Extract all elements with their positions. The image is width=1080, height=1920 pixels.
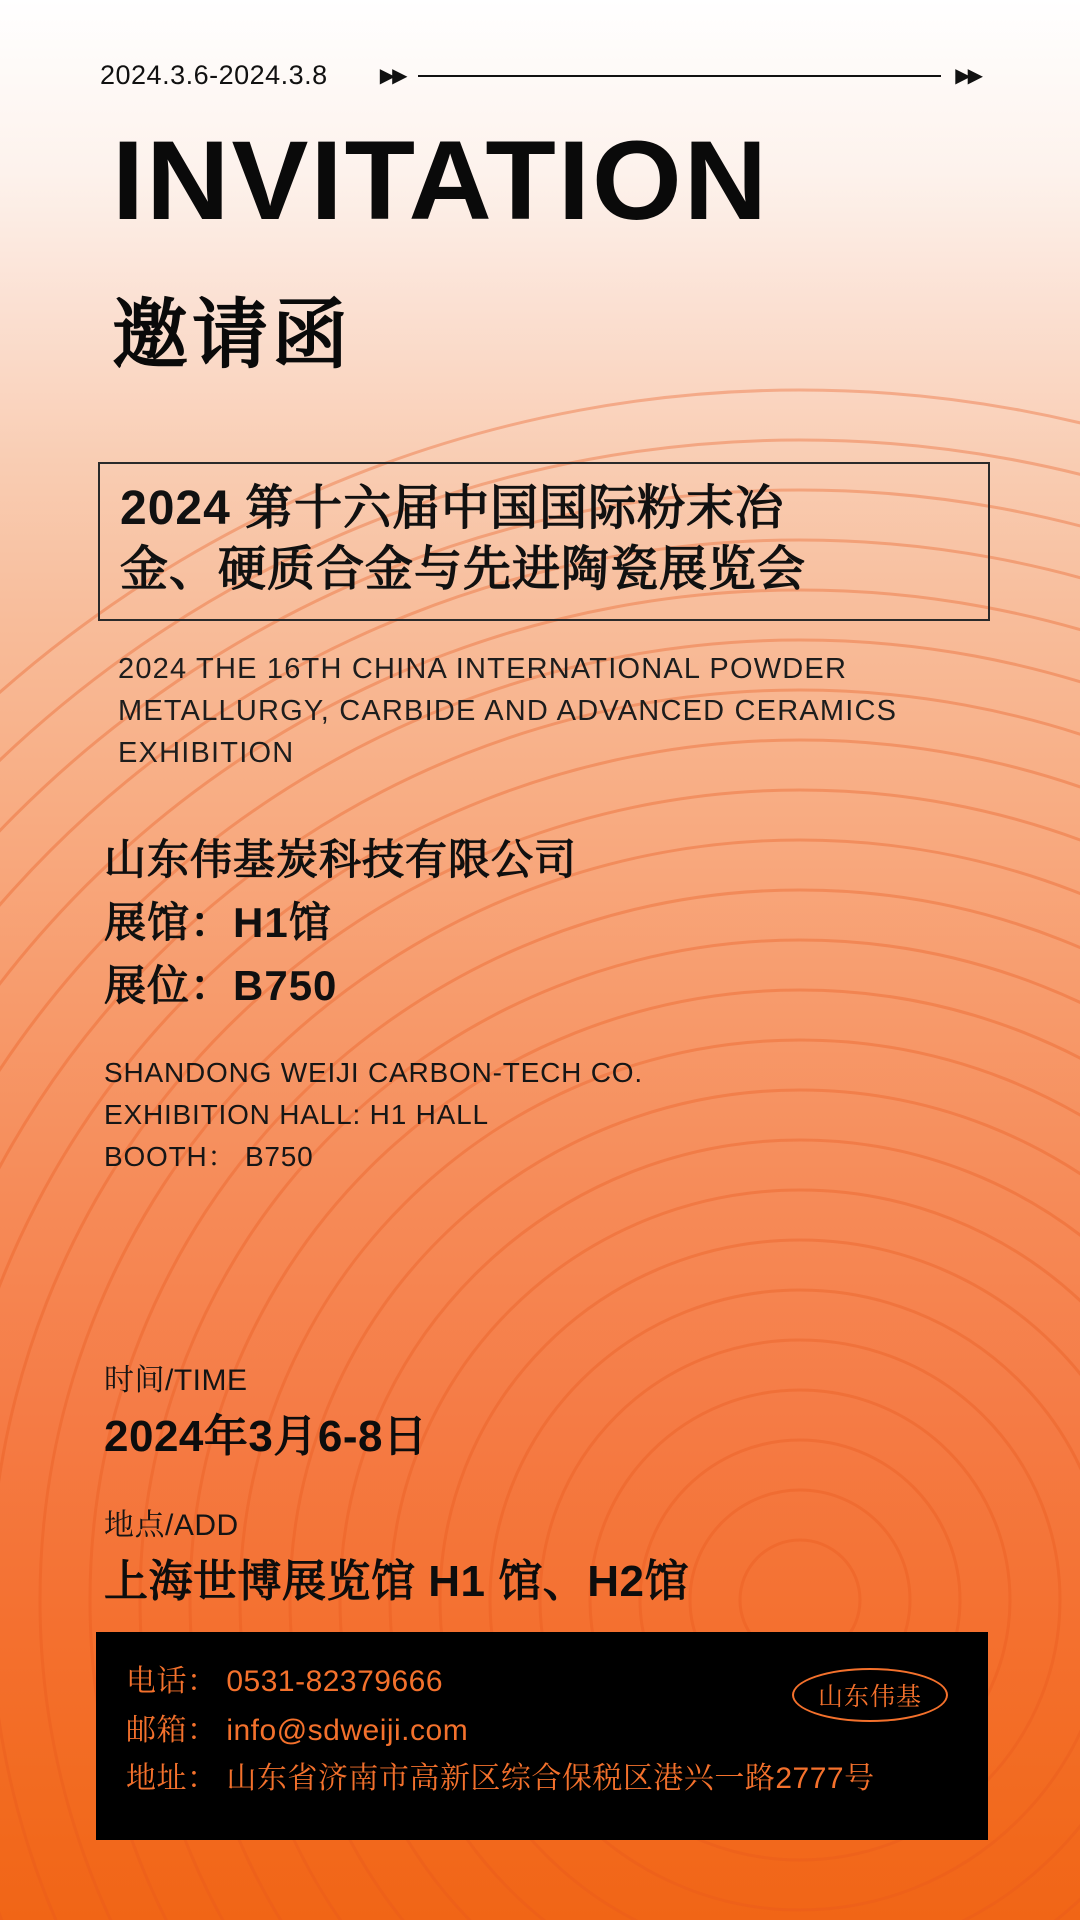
contact-footer xyxy=(96,1632,988,1840)
footer-address: 地址： 山东省济南市高新区综合保税区港兴一路2777号 xyxy=(126,1762,875,1796)
address-label: 地点/ADD xyxy=(104,1509,239,1542)
time-value: 2024年3月6-8日 xyxy=(104,1412,428,1461)
exhibition-title-cn-line1: 2024 第十六届中国国际粉末冶 xyxy=(120,482,785,535)
page-title-en: INVITATION xyxy=(112,118,770,243)
date-range-text: 2024.3.6-2024.3.8 xyxy=(100,60,328,90)
booth-cn: 展位：B750 xyxy=(104,962,338,1009)
arrow-divider xyxy=(380,66,980,86)
double-arrow-left-icon: ▶▶ xyxy=(379,64,405,87)
company-block-cn xyxy=(104,828,577,1017)
horizontal-rule xyxy=(418,75,941,77)
exhibition-hall-cn: 展馆：H1馆 xyxy=(104,899,332,946)
company-logo xyxy=(792,1668,948,1722)
date-row xyxy=(100,60,980,91)
address-value: 上海世博展览馆 H1 馆、H2馆 xyxy=(104,1557,689,1606)
page-title-cn: 邀请函 xyxy=(112,293,352,378)
exhibition-hall-en: EXHIBITION HALL: H1 HALL xyxy=(104,1099,489,1130)
footer-phone: 电话： 0531-82379666 xyxy=(126,1665,444,1698)
booth-en: BOOTH： B750 xyxy=(104,1141,314,1172)
company-block-en xyxy=(104,1052,643,1178)
exhibition-title-en: 2024 THE 16TH CHINA INTERNATIONAL POWDER METALLURGY, CARBIDE AND ADVANCED CERAMICS EXHIBITION xyxy=(118,653,898,770)
double-arrow-right-icon: ▶▶ xyxy=(955,64,980,87)
exhibition-title-cn-line2: 金、硬质合金与先进陶瓷展览会 xyxy=(120,543,807,597)
exhibition-title-box xyxy=(98,462,990,621)
company-name-cn: 山东伟基炭科技有限公司 xyxy=(104,836,578,883)
time-label: 时间/TIME xyxy=(104,1364,248,1397)
company-logo-text: 山东伟基 xyxy=(817,1683,922,1711)
footer-email: 邮箱： info@sdweiji.com xyxy=(126,1713,469,1747)
company-name-en: SHANDONG WEIJI CARBON-TECH CO. xyxy=(104,1057,643,1088)
